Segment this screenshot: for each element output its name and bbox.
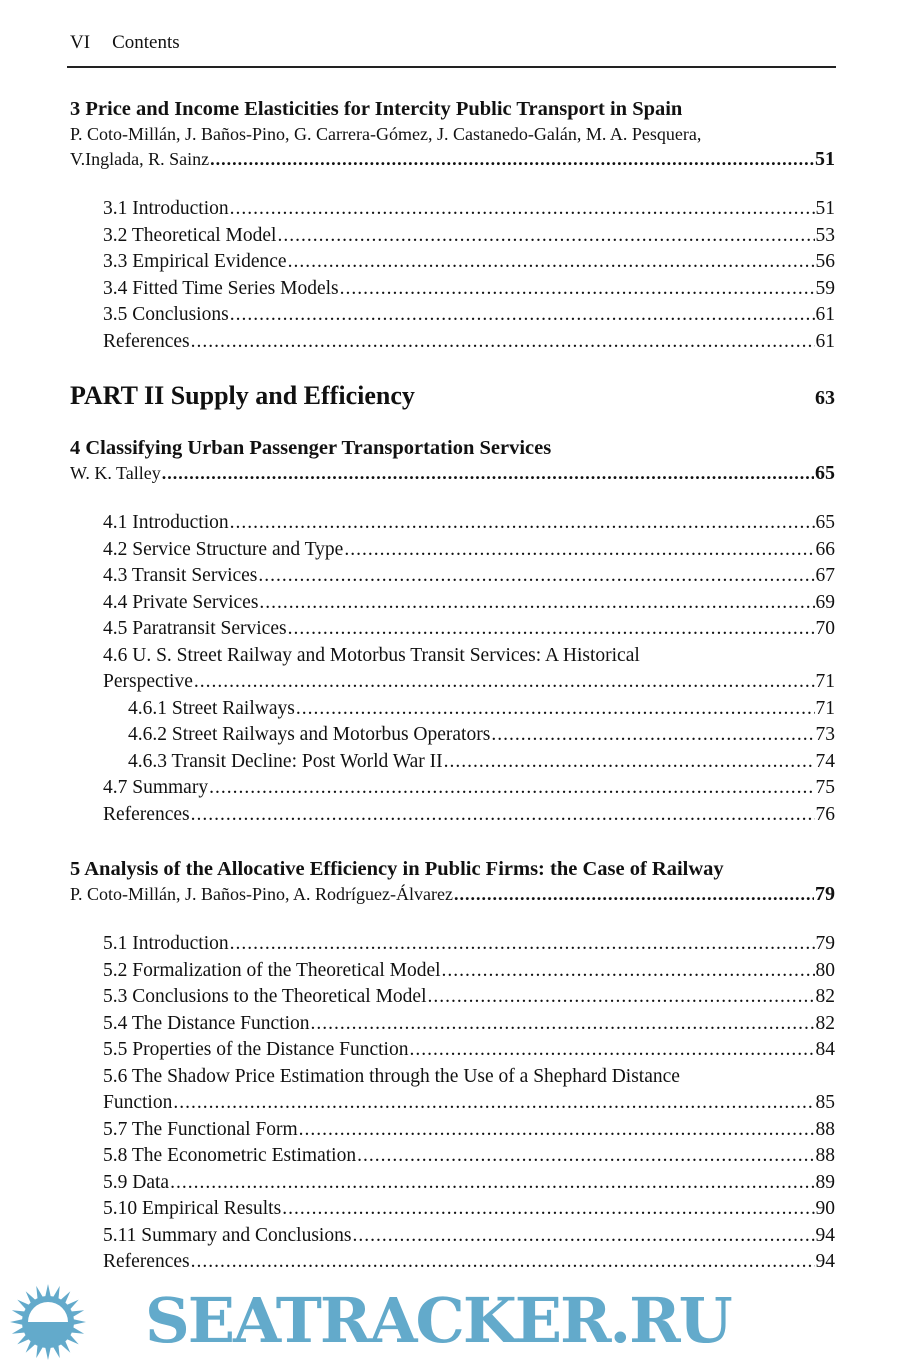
part-title: PART II Supply and Efficiency [70,381,415,410]
toc-entry[interactable] [70,802,835,829]
toc-entry[interactable] [70,1037,835,1064]
entry-label: 3.3 Empirical Evidence [103,251,287,272]
toc-entry[interactable] [70,749,835,776]
dot-leader [191,1249,815,1276]
entry-label: 5.1 Introduction [103,933,229,954]
dot-leader [442,958,815,985]
entry-page-number: 73 [815,724,835,745]
dot-leader [170,1170,814,1197]
dot-leader [357,1143,814,1170]
dot-leader [230,931,815,958]
entry-label: W. K. Talley [70,463,161,483]
entry-page-number: 90 [815,1198,835,1219]
entry-page-number: 71 [815,671,835,692]
dot-leader [282,1196,814,1223]
dot-leader [277,223,814,250]
header-rule [67,66,836,68]
toc-entry[interactable] [70,931,835,958]
dot-leader [230,196,815,223]
entry-page-number: 69 [815,591,835,613]
entry-label: 4.6.3 Transit Decline: Post World War II [128,750,443,772]
dot-leader [173,1090,814,1117]
entry-page-number: 51 [815,148,835,170]
entry-label: 5.5 Properties of the Distance Function [103,1039,409,1060]
entry-page-number: 89 [815,1171,835,1193]
entry-page-number: 67 [815,565,835,586]
dot-leader [296,696,815,723]
entry-page-number: 79 [815,883,835,905]
dot-leader [428,984,815,1011]
dot-leader [230,302,815,329]
toc-entry[interactable] [70,958,835,985]
dot-leader [288,616,815,643]
entry-page-number: 61 [815,330,835,352]
toc-entry[interactable] [70,590,835,617]
entry-label: 4.1 Introduction [103,512,229,533]
entry-page-number: 79 [815,933,835,954]
chapter-entries [70,931,835,1276]
entry-page-number: 53 [815,224,835,246]
entry-label: 5.10 Empirical Results [103,1198,282,1219]
chapter-authors: P. Coto-Millán, J. Baños-Pino, G. Carrera-Gómez, J. Castanedo-Galán, M. A. Pesquera, [70,124,702,144]
entry-label: References [103,803,190,825]
entry-label: 5.4 The Distance Function [103,1012,310,1034]
entry-label: 5.3 Conclusions to the Theoretical Model [103,986,427,1007]
chapter-entries [70,510,835,828]
toc-entry[interactable] [70,1143,835,1170]
entry-label: 4.4 Private Services [103,591,259,613]
toc-entry[interactable] [70,616,835,643]
dot-leader [491,722,814,749]
running-header [70,32,202,54]
chapter-block [70,856,835,1276]
chapter-title[interactable]: 5 Analysis of the Allocative Efficiency in Public Firms: the Case of Railway [70,858,724,880]
toc-entry[interactable] [70,249,835,276]
entry-page-number: 59 [815,277,835,299]
entry-label: 4.6.1 Street Railways [128,697,295,719]
chapter-authors-line[interactable] [70,147,835,172]
chapter-title[interactable]: 3 Price and Income Elasticities for Intercity Public Transport in Spain [70,98,683,120]
toc-entry[interactable] [70,1249,835,1276]
dot-leader [299,1117,815,1144]
entry-page-number: 94 [815,1224,835,1246]
entry-page-number: 65 [815,462,835,484]
entry-label: 5.9 Data [103,1171,170,1193]
entry-page-number: 94 [815,1251,835,1272]
entry-label: 5.7 The Functional Form [103,1118,298,1140]
entry-page-number: 85 [815,1092,835,1113]
table-of-contents [70,96,835,1276]
header-title: Contents [112,32,180,53]
entry-label: 3.1 Introduction [103,198,229,219]
entry-label: 5.11 Summary and Conclusions [103,1224,352,1246]
dot-leader [258,563,814,590]
entry-label: 4.7 Summary [103,777,209,798]
dot-leader [191,329,815,356]
entry-label: References [103,1251,190,1272]
entry-label: 4.6.2 Street Railways and Motorbus Operators [128,724,491,745]
entry-page-number: 80 [815,959,835,981]
toc-entry[interactable] [70,1223,835,1250]
dot-leader [340,276,815,303]
entry-page-number: 65 [815,512,835,533]
toc-entry[interactable] [70,537,835,564]
entry-page-number: 71 [815,697,835,719]
toc-entry[interactable] [70,1090,835,1117]
chapter-authors-line[interactable] [70,461,835,486]
entry-label: 5.2 Formalization of the Theoretical Model [103,959,441,981]
entry-page-number: 61 [815,304,835,325]
toc-entry[interactable] [70,669,835,696]
dot-leader [409,1037,814,1064]
header-page-number: VI [70,32,91,53]
dot-leader [210,147,814,172]
toc-entry[interactable] [70,1117,835,1144]
dot-leader [454,882,814,907]
entry-label: P. Coto-Millán, J. Baños-Pino, A. Rodríguez-Álvarez [70,884,453,904]
toc-entry-first-line[interactable]: 5.6 The Shadow Price Estimation through the Use of a Shephard Distance [103,1065,680,1087]
chapter-authors-line[interactable] [70,882,835,907]
watermark-text: SEATRACKER.RU [145,1284,731,1357]
dot-leader [230,510,815,537]
dot-leader [191,802,815,829]
sun-logo-icon [0,1282,140,1360]
toc-entry[interactable] [70,984,835,1011]
part-page-number: 63 [815,387,835,409]
toc-entry[interactable] [70,722,835,749]
toc-entry[interactable] [70,1196,835,1223]
dot-leader [259,590,814,617]
toc-entry[interactable] [70,196,835,223]
entry-page-number: 76 [815,803,835,825]
entry-label: 4.5 Paratransit Services [103,618,287,639]
toc-entry[interactable] [70,329,835,356]
dot-leader [311,1011,815,1038]
entry-page-number: 82 [815,1012,835,1034]
dot-leader [352,1223,814,1250]
entry-page-number: 74 [815,750,835,772]
entry-page-number: 88 [815,1145,835,1166]
dot-leader [194,669,815,696]
chapter-block [70,435,835,828]
entry-label: Perspective [103,671,193,692]
dot-leader [288,249,815,276]
toc-entry[interactable] [70,302,835,329]
entry-page-number: 51 [815,198,835,219]
entry-page-number: 82 [815,986,835,1007]
entry-page-number: 66 [815,538,835,560]
entry-page-number: 84 [815,1039,835,1060]
chapter-entries [70,196,835,355]
entry-page-number: 70 [815,618,835,639]
dot-leader [209,775,814,802]
entry-label: 5.8 The Econometric Estimation [103,1145,357,1166]
chapter-block [70,96,835,355]
toc-entry[interactable] [70,563,835,590]
entry-page-number: 88 [815,1118,835,1140]
toc-entry[interactable] [70,223,835,250]
toc-entry[interactable] [70,276,835,303]
entry-page-number: 56 [815,251,835,272]
entry-page-number: 75 [815,777,835,798]
toc-entry[interactable] [70,775,835,802]
chapter-title[interactable]: 4 Classifying Urban Passenger Transportation Services [70,437,552,459]
entry-label: 3.4 Fitted Time Series Models [103,277,339,299]
toc-entry[interactable] [70,1011,835,1038]
entry-label: References [103,330,190,352]
part-heading[interactable] [70,381,835,411]
dot-leader [162,461,814,486]
entry-label: 3.5 Conclusions [103,304,229,325]
toc-entry[interactable] [70,696,835,723]
entry-label: 4.2 Service Structure and Type [103,538,344,560]
dot-leader [344,537,814,564]
toc-entry[interactable] [70,510,835,537]
entry-label: V.Inglada, R. Sainz [70,149,210,169]
toc-entry[interactable] [70,1170,835,1197]
toc-entry-first-line[interactable]: 4.6 U. S. Street Railway and Motorbus Transit Services: A Historical [103,644,640,666]
entry-label: 4.3 Transit Services [103,565,258,586]
dot-leader [444,749,815,776]
entry-label: 3.2 Theoretical Model [103,224,277,246]
entry-label: Function [103,1092,173,1113]
